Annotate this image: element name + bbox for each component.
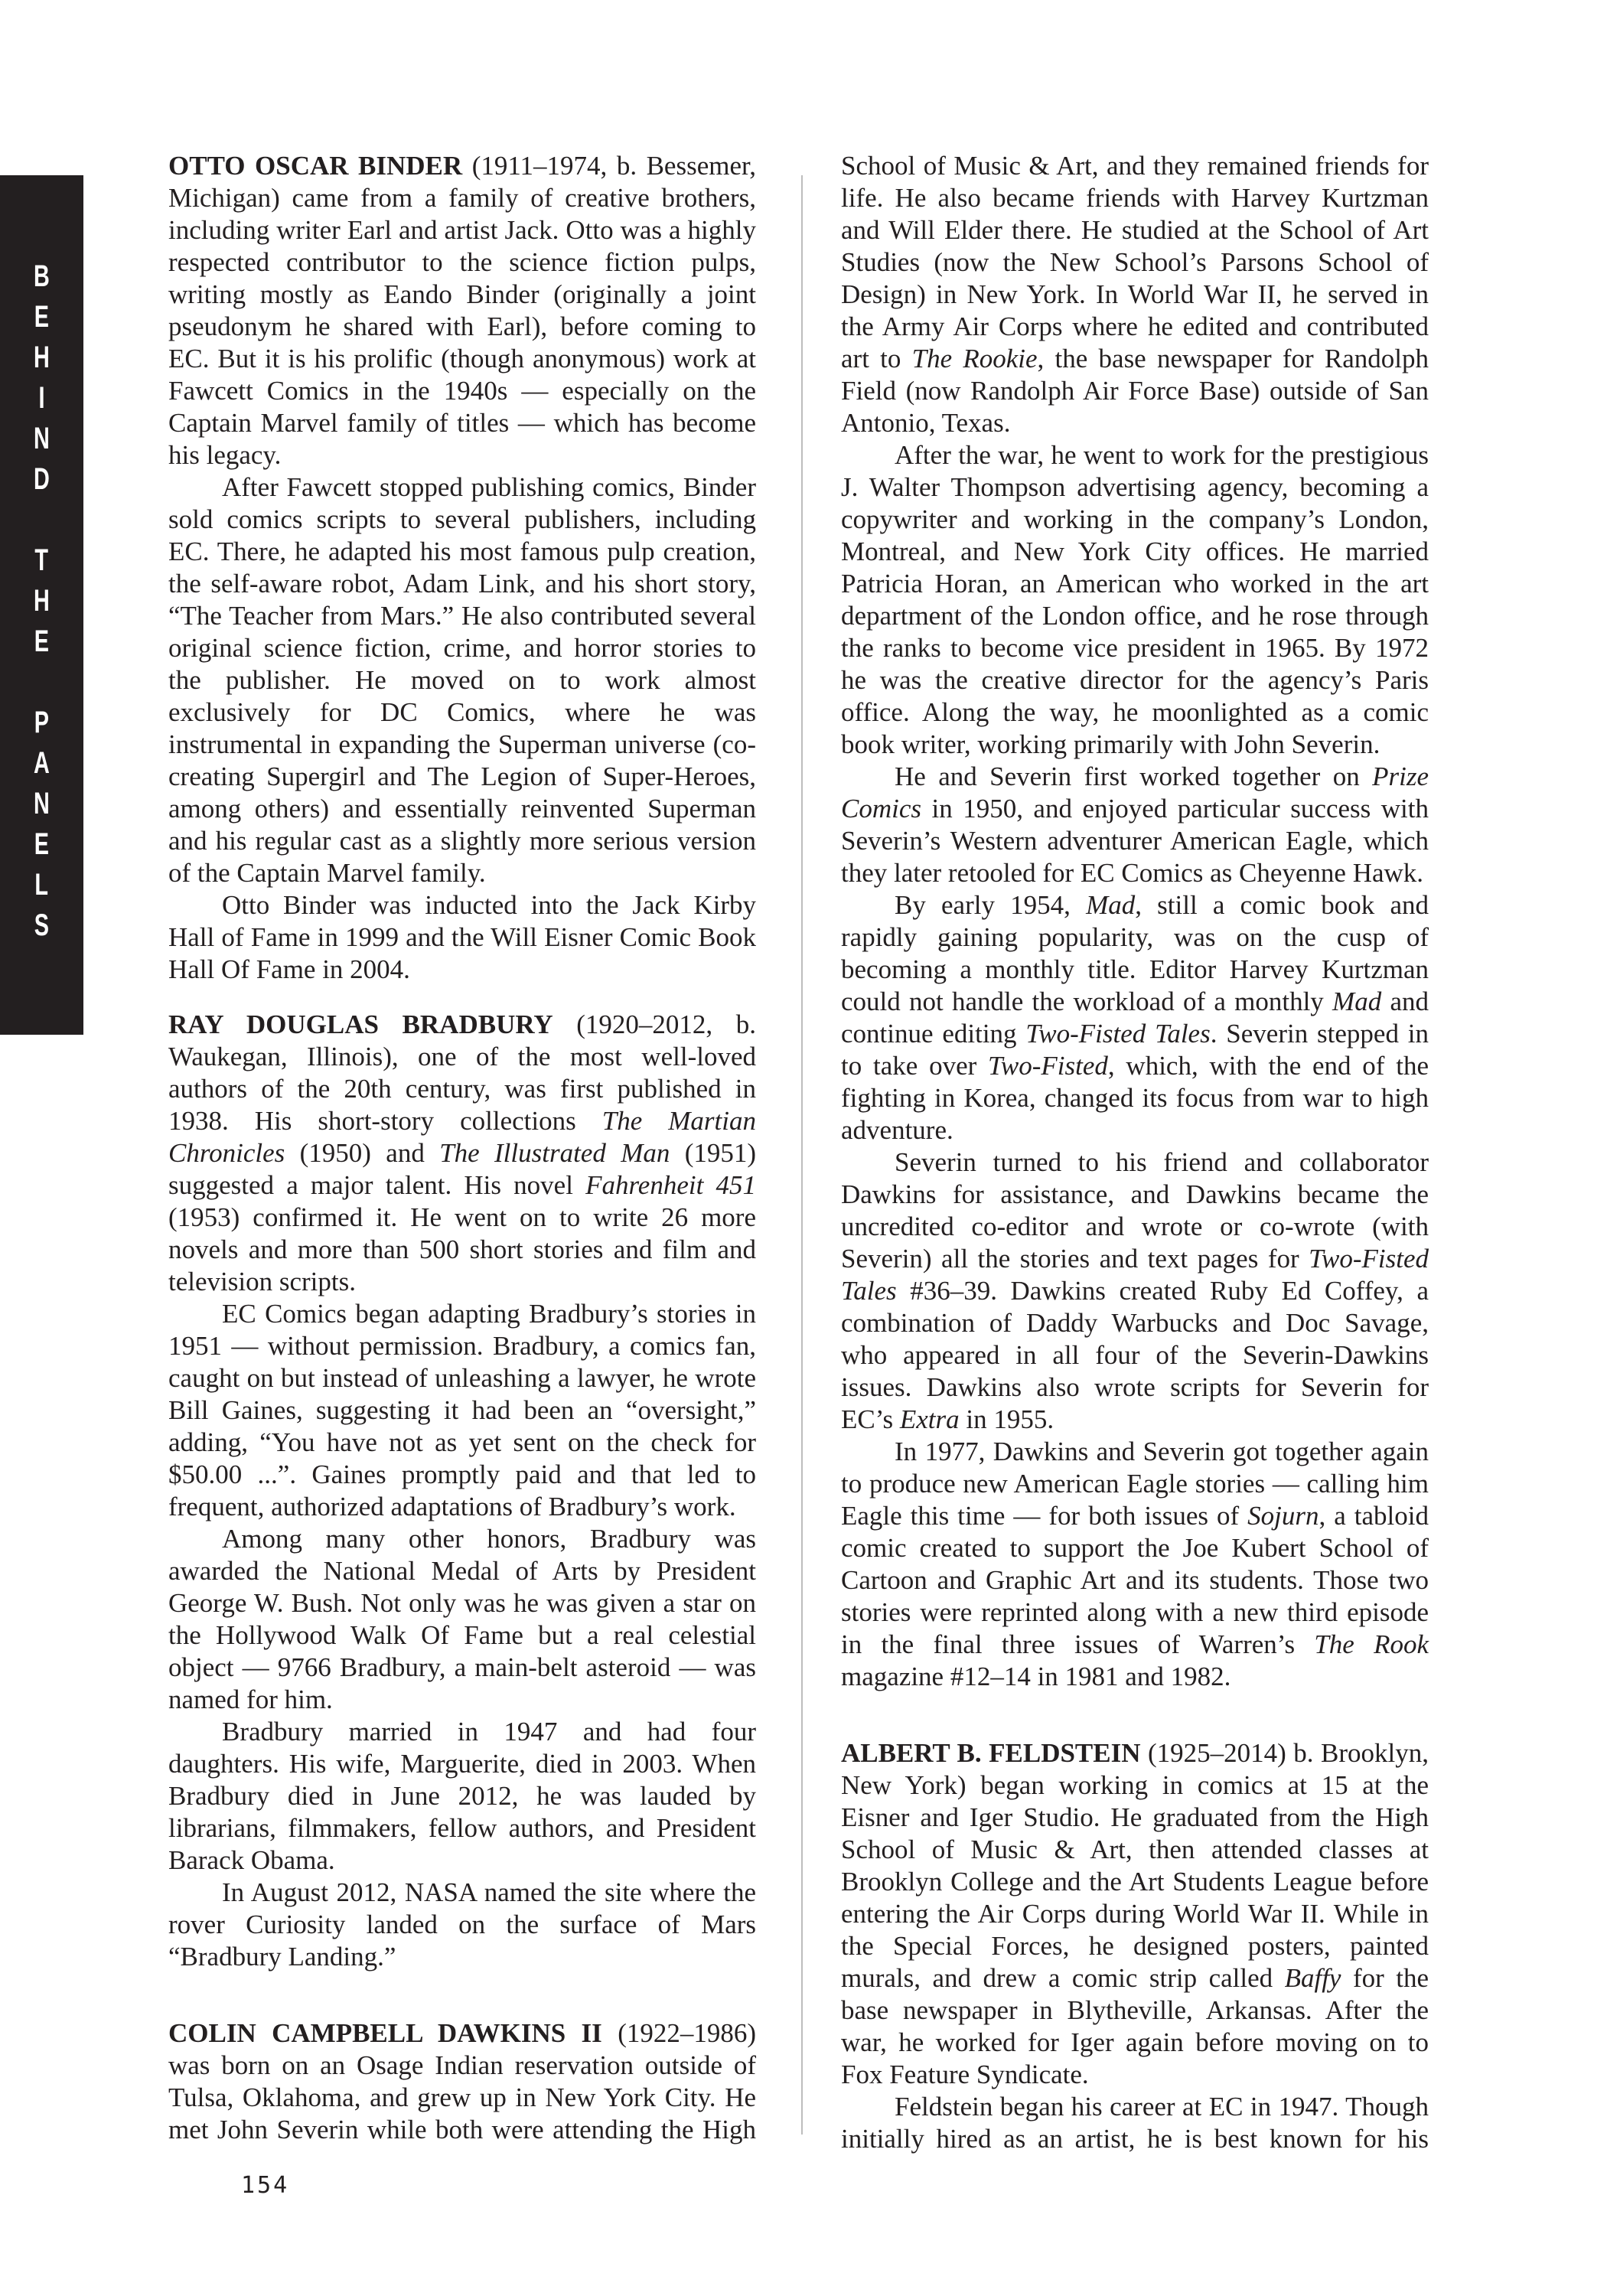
text-run: Among many other honors, Bradbury was awarded the National Medal of Arts by President George W. Bush. Not only was he was given a star on the Hollywood Walk Of Fame but a real celestial object — 9766 Bradbury, a main-belt asteroid — was named for him. <box>168 1524 756 1714</box>
tab-letter: A <box>34 746 50 780</box>
text-run: After Fawcett stopped publishing comics, Binder sold comics scripts to several publishers, including EC. There, he adapted his most famous pulp creation, the self-aware robot, Adam Link, and his short story, “The Teacher from Mars.” He also contributed several original science fiction, crime, and horror stories to the publisher. He moved on to work almost exclusively for DC Comics, where he was instrumental in expanding the Superman universe (co-creating Supergirl and The Legion of Super-Heroes, among others) and essentially reinvented Superman and his regular cast as a slightly more serious version of the Captain Marvel family. <box>168 472 756 888</box>
title-italic: The Martian Chronicles <box>168 1106 756 1168</box>
tab-letter: I <box>38 381 45 415</box>
paragraph <box>841 1737 1429 2091</box>
tab-letter: H <box>34 584 50 618</box>
text-run: and continue editing <box>841 987 1429 1049</box>
paragraph <box>841 1146 1429 1436</box>
bio-name: COLIN CAMPBELL DAWKINS II <box>168 2018 602 2048</box>
title-italic: Prize Comics <box>841 762 1429 823</box>
text-run: Feldstein began his career at EC in 1947. Though initially hired as an artist, he is best known for his <box>841 2092 1429 2154</box>
paragraph <box>168 1298 756 1523</box>
right-column <box>841 150 1429 2155</box>
title-italic: Two-Fisted <box>988 1051 1108 1081</box>
text-run: in 1955. <box>959 1404 1054 1434</box>
text-run: By early 1954, <box>895 890 1087 920</box>
title-italic: The Rook <box>1314 1629 1429 1659</box>
bio-name: OTTO OSCAR BINDER <box>168 151 463 181</box>
tab-letter: N <box>34 422 50 455</box>
text-run: . Severin stepped in to take over <box>841 1019 1429 1081</box>
text-run: , still a comic book and rapidly gaining popularity, was on the cusp of becoming a monthly title. Editor Harvey Kurtzman could not handle the workload of a monthly <box>841 890 1429 1016</box>
tab-letter <box>38 662 44 703</box>
text-run: (1911–1974, b. Bessemer, Michigan) came from a family of creative brothers, including writer Earl and artist Jack. Otto was a highly respected contributor to the science fiction pulps, writing mostly as Eando Binder (originally a joint pseudonym he shared with Earl), before coming to EC. But it is his prolific (though anonymous) work at Fawcett Comics in the 1940s — especially on the Captain Marvel family of titles — which has become his legacy. <box>168 151 756 470</box>
text-run: He and Severin first worked together on <box>895 762 1373 791</box>
title-italic: Baffy <box>1284 1963 1341 1993</box>
paragraph <box>168 1523 756 1716</box>
bio-name: ALBERT B. FELDSTEIN <box>841 1738 1141 1768</box>
title-italic: Mad <box>1332 987 1382 1016</box>
paragraph <box>841 439 1429 761</box>
tab-letter: L <box>34 868 49 902</box>
text-run: (1920–2012, b. Waukegan, Illinois), one of the most well-loved authors of the 20th century, was first published in 1938. His short-story collections <box>168 1009 756 1136</box>
text-run: (1922–1986) was born on an Osage Indian reservation outside of Tulsa, Oklahoma, and grew up in New York City. He met John Severin while both were attending the High <box>168 2018 757 2144</box>
tab-letter: S <box>34 908 50 942</box>
text-run: Bradbury married in 1947 and had four daughters. His wife, Marguerite, died in 2003. When Bradbury died in June 2012, he was lauded by librarians, filmmakers, fellow authors, and President Barack Obama. <box>168 1717 756 1875</box>
text-run: School of Music & Art, and they remained friends for life. He also became friends with Harvey Kurtzman and Will Elder there. He studied at the School of Art Studies (now the New School’s Parsons School of Design) in New York. In World War II, he served in the Army Air Corps where he edited and contributed art to <box>841 151 1429 373</box>
paragraph <box>168 1877 756 1973</box>
paragraph <box>168 1009 756 1298</box>
text-run: Severin turned to his friend and collaborator Dawkins for assistance, and Dawkins became the uncredited co-editor and wrote or co-wrote (with Severin) all the stories and text pages for <box>841 1147 1429 1274</box>
bio-name: RAY DOUGLAS BRADBURY <box>168 1009 553 1039</box>
paragraph <box>168 471 756 889</box>
text-run: , which, with the end of the fighting in Korea, changed its focus from war to high adventure. <box>841 1051 1429 1145</box>
title-italic: The Illustrated Man <box>439 1138 670 1168</box>
paragraph <box>841 889 1429 1146</box>
title-italic: Mad <box>1086 890 1136 920</box>
tab-letter: E <box>34 827 50 861</box>
tab-letter: P <box>34 706 50 739</box>
paragraph <box>168 2017 756 2146</box>
paragraph <box>168 150 756 471</box>
paragraph <box>841 2091 1429 2155</box>
text-run: (1950) and <box>285 1138 440 1168</box>
title-italic: Fahrenheit 451 <box>585 1170 756 1200</box>
text-run: magazine #12–14 in 1981 and 1982. <box>841 1662 1231 1691</box>
text-run: In 1977, Dawkins and Severin got together again to produce new American Eagle stories — calling him Eagle this time — for both issues of <box>841 1437 1429 1531</box>
text-run: After the war, he went to work for the prestigious J. Walter Thompson advertising agency, becoming a copywriter and working in the company’s London, Montreal, and New York City offices. He married Patricia Horan, an American who worked in the art department of the London office, and he rose through the ranks to become vice president in 1965. By 1972 he was the creative director for the agency’s Paris office. Along the way, he moonlighted as a comic book writer, working primarily with John Severin. <box>841 440 1429 759</box>
title-italic: Two-Fisted Tales <box>841 1244 1429 1306</box>
text-run: (1953) confirmed it. He went on to write 26 more novels and more than 500 short stories and film and television scripts. <box>168 1202 756 1296</box>
section-tab-label <box>0 256 83 946</box>
paragraph <box>841 761 1429 889</box>
text-run: (1951) suggested a major talent. His novel <box>168 1138 757 1200</box>
title-italic: Two-Fisted Tales <box>1025 1019 1211 1049</box>
text-run: for the base newspaper in Blytheville, Arkansas. After the war, he worked for Iger again before moving on to Fox Feature Syndicate. <box>841 1963 1429 2089</box>
text-run: #36–39. Dawkins created Ruby Ed Coffey, a combination of Daddy Warbucks and Doc Savage, who appeared in all four of the Severin-Dawkins issues. Dawkins also wrote scripts for Severin for EC’s <box>841 1276 1429 1434</box>
text-run: (1925–2014) b. Brooklyn, New York) began working in comics at 15 at the Eisner and Iger Studio. He graduated from the High School of Music & Art, then attended classes at Brooklyn College and the Art Students League before entering the Air Corps during World War II. While in the Special Forces, he designed posters, painted murals, and drew a comic strip called <box>841 1738 1429 1993</box>
text-run: , the base newspaper for Randolph Field (now Randolph Air Force Base) outside of San Antonio, Texas. <box>841 344 1429 438</box>
tab-letter: D <box>34 462 50 496</box>
tab-letter: T <box>34 543 49 577</box>
tab-letter: E <box>34 300 50 334</box>
tab-letter: N <box>34 787 50 820</box>
tab-letter: H <box>34 341 50 374</box>
page-number: 154 <box>241 2172 290 2199</box>
text-run: EC Comics began adapting Bradbury’s stories in 1951 — without permission. Bradbury, a comics fan, caught on but instead of unleashing a lawyer, he wrote Bill Gaines, suggesting it had been an “oversight,” adding, “You have not as yet sent on the check for $50.00 ...”. Gaines promptly paid and that led to frequent, authorized adaptations of Bradbury’s work. <box>168 1299 756 1521</box>
paragraph <box>168 1716 756 1877</box>
tab-letter: E <box>34 625 50 658</box>
title-italic: The Rookie <box>911 344 1038 373</box>
text-run: in 1950, and enjoyed particular success with Severin’s Western adventurer American Eagle, which they later retooled for EC Comics as Cheyenne Hawk. <box>841 794 1429 888</box>
tab-letter <box>38 500 44 540</box>
text-run: Otto Binder was inducted into the Jack Kirby Hall of Fame in 1999 and the Will Eisner Comic Book Hall Of Fame in 2004. <box>168 890 756 984</box>
column-divider <box>801 175 803 2135</box>
paragraph <box>168 889 756 986</box>
text-run: , a tabloid comic created to support the Joe Kubert School of Cartoon and Graphic Art and its students. Those two stories were reprinted along with a new third episode in the final three issues of Warren’s <box>841 1501 1429 1659</box>
paragraph <box>841 1436 1429 1693</box>
text-run: In August 2012, NASA named the site where the rover Curiosity landed on the surface of Mars “Bradbury Landing.” <box>168 1877 756 1971</box>
title-italic: Sojurn <box>1247 1501 1319 1531</box>
left-column <box>168 150 756 2146</box>
title-italic: Extra <box>899 1404 960 1434</box>
tab-letter: B <box>34 259 50 293</box>
paragraph <box>841 150 1429 439</box>
